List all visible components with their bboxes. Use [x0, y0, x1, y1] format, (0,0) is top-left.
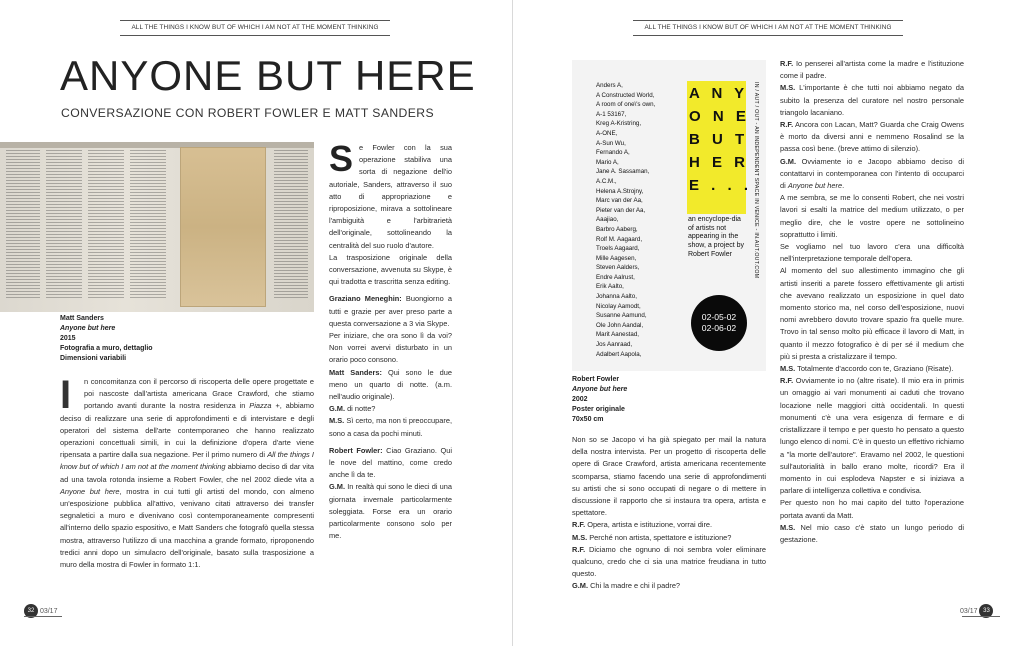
body-text: Ovviamente io no (altre risate). Il mio era in primis un omaggio ai vari monumenti ai caduti che trovano locazione nelle maggiori città occidentali. In questi monumenti c'è una vera esigenza di fermare e di cristallizzare il tempo e per questo ho pensato a questo lungo elenco di nomi. C'è in questo un effettivo richiamo a "la morte dell'autore". Eravamo nel 2002, le questioni sull'autorialità in ballo erano molte, ricordi? Era il momento in cui esplodeva Napster e si iniziava a parlare di intelligenza collettiva e condivisa. [780, 376, 964, 496]
artwork-photo [0, 142, 314, 312]
poster-image [572, 60, 766, 371]
body-italic: Anyone but here [60, 486, 120, 496]
wall-text-column [130, 150, 166, 300]
poster-artist-list [596, 81, 682, 359]
poster-artist-name: Adalbert Aapola, [596, 350, 642, 358]
body-column-right-b [780, 58, 964, 546]
poster-vertical-text: IN / AUT / OUT - AN INDEPENDENT SPACE IN VENICE - IN.AUT.OUT.COM [753, 82, 759, 279]
body-text: n concomitanza con il percorso di riscoperta delle opere progettate e poi nascoste dall'artista americana Grace Crawford, che stiamo portando avanti durante la nostra residenza in [84, 377, 314, 411]
speaker-label: Robert Fowler: [329, 445, 383, 455]
poster-artist-name: Aaajiao, [596, 216, 619, 224]
caption-artist: Robert Fowler [572, 376, 620, 383]
speaker-label: M.S. [780, 522, 796, 532]
body-text: e Fowler con la sua operazione stabiliva una sorta di negazione dell'io autoriale, Sanders, attraverso il suo atto di appropriazione e riproposizione, mirava a sottolineare l'ambiguità e l'arbitrarietà dell'originale, sottolineando la centralità del suo ruolo d'autore. [329, 143, 452, 250]
caption-work: Anyone but here [572, 386, 628, 393]
poster-title: A N Y O N E B U T H E R E . . . [689, 85, 753, 194]
poster-artist-name: Pieter van der Aa, [596, 206, 646, 214]
article-subtitle: CONVERSAZIONE CON ROBERT FOWLER E MATT SANDERS [61, 106, 435, 120]
speaker-label: G.M. [780, 156, 797, 166]
speaker-label: R.F. [780, 376, 794, 386]
body-text: Al momento del suo allestimento immagino che gli artisti inseriti a parete fossero effettivamente gli artisti che avevano realizzato un esposizione in quel dato momento storico ma, nel corso dell'esposizione, nuovi nomi avrebbero dovuto trovare spazio fra quelle mure. Trovo in tal senso molto più efficace il lavoro di Matt, in quanto il mezzo fotografico è di per sé il medium che più si presta a cristalizzare il tempo. [780, 266, 964, 361]
body-text: Diciamo che ognuno di noi sembra voler eliminare qualcuno, credo che ci sia una matrice freudiana in tutto questo. [572, 544, 766, 579]
photo-canvas-panel [180, 147, 266, 307]
body-text: Non so se Jacopo vi ha già spiegato per mail la natura della nostra intervista. Per un progetto di riscoperta delle opere di Grace Crawford, artista americana recentemente scomparsa, stiamo facendo una serie di approfondimenti su artisti che si sono occupati di negare o di mettere in discussione il rapporto che si instaura tra opera, artista e spettatore. [572, 435, 766, 518]
poster-vertical-strip [751, 84, 761, 334]
poster-artist-name: Jane A. Sassaman, [596, 168, 650, 176]
body-text: Ciao Graziano. Qui le nove del mattino, come credo anche lì da te. [329, 445, 452, 480]
poster-artist-name: Ole John Aandal, [596, 321, 644, 329]
speaker-label: M.S. [572, 532, 588, 542]
running-header-left: ALL THE THINGS I KNOW BUT OF WHICH I AM NOT AT THE MOMENT THINKING [120, 20, 390, 36]
body-text: abbiamo deciso di dar vita ad una tavola rotonda insieme a Robert Fowler, che nel 2002 diede vita a [60, 462, 314, 484]
poster-description: an encyclope-dia of artists not appearing in the show, a project by Robert Fowler [688, 216, 745, 258]
poster-artist-name: Kreg A-Kristring, [596, 120, 642, 128]
poster-artist-name: Rolf M. Aagaard, [596, 235, 643, 243]
folio-rule [24, 616, 62, 617]
body-text: Io penserei all'artista come la madre e l'istituzione come il padre. [780, 59, 964, 81]
poster-artist-name: Helena A.Strojny, [596, 187, 644, 195]
body-italic: Anyone but here [787, 181, 843, 191]
poster-artist-name: A-1 53167, [596, 110, 627, 118]
body-text: Perché non artista, spettatore e istituzione? [587, 532, 732, 542]
poster-artist-name: A-ONE, [596, 129, 618, 137]
speaker-label: M.S. [780, 364, 796, 374]
issue-number: 03/17 [960, 607, 978, 615]
body-italic: Piazza + [249, 401, 280, 411]
body-text: L'importante è che tutti noi abbiamo negato da subito la presenza del curatore nel nostro personale triangolo lacaniano. [780, 83, 964, 117]
body-text: , abbiamo deciso di realizzare una serie di approfondimenti e di intervistare e degli operatori del sistema dell'arte contemporaneo che hanno realizzato operazioni concettuali simili, in cui la definizione d'opera d'arte viene ripensata a partire dalla sua negazione. Per il primo numero di [60, 401, 314, 460]
body-text: Chi la madre e chi il padre? [588, 581, 681, 591]
caption-left [60, 314, 260, 364]
poster-date-start: 02-05-02 [701, 312, 737, 322]
body-text: A me sembra, se me lo consenti Robert, che nei vostri lavori si esalti la matrice del medium utilizzato, o per meglio dire, che le vostre opere ne sottolineino soprattutto i limiti. [780, 193, 964, 239]
body-text: Se vogliamo nel tuo lavoro c'era una difficoltà nell'interpretazione temporale dell'opera. [780, 242, 964, 264]
caption-medium: Fotografia a muro, dettaglio [60, 345, 153, 352]
poster-artist-name: Anders A, [596, 82, 623, 89]
poster-artist-name: Mille Aagesen, [596, 254, 637, 262]
body-text: Sì certo, ma non ti preoccupare, sono a casa da pochi minuti. [329, 416, 452, 438]
article-title: ANYONE BUT HERE [60, 52, 476, 99]
body-text: , mostra in cui tutti gli artisti del mondo, con almeno un'esposizione pubblica all'attivo, venivano citati attraverso dei transfer segnaletici a muro e divenivano così contemporaneamente compresenti all'interno dello spazio espositivo, e Matt Sanders che fotografò quella stessa mostra, attraverso l'utilizzo di una macchina a grande formato, riproponendo tredici anni dopo un simulacro dell'originale, basato sulla trasposizione a muro della mostra di Fowler in formato 1:1. [60, 486, 314, 570]
poster-artist-name: Nicolay Aamodt, [596, 302, 641, 310]
poster-artist-name: Troels Aagaard, [596, 245, 640, 253]
body-text: Ovviamente io e Jacopo abbiamo deciso di contattarvi in contemporanea con l'intento di occuparci di [780, 156, 964, 191]
body-text: Per iniziare, che ora sono lì da voi? Non vorrei avervi disturbato in un orario poco consono. [329, 331, 452, 365]
speaker-label: G.M. [329, 404, 346, 414]
body-text: Ancora con Lacan, Matt? Guarda che Craig Owens è morto da diversi anni e nemmeno Rosalind se la passa così bene. (breve attimo di silenzio). [780, 120, 964, 154]
body-text: In realtà qui sono le dieci di una giornata invernale particolarmente soleggiata. Forse era un orario particolarmente consono solo per me. [329, 482, 452, 541]
body-text: Nel mio caso c'è stato un lungo periodo di gestazione. [780, 522, 964, 544]
speaker-label: R.F. [572, 520, 586, 530]
body-text: Per questo non ho mai capito del tutto l'operazione portata avanti da Matt. [780, 498, 964, 520]
speaker-label: R.F. [780, 120, 794, 130]
speaker-label: R.F. [780, 59, 794, 68]
body-text: La trasposizione originale della conversazione, avvenuta su Skype, è qui tradotta e trascritta senza editing. [329, 252, 452, 287]
poster-artist-name: Marit Aanestad, [596, 331, 639, 339]
body-text: . [842, 181, 845, 191]
poster-artist-name: A-Sun Wu, [596, 139, 626, 147]
wall-text-column [6, 150, 40, 300]
poster-artist-name: Endre Aalrust, [596, 273, 635, 281]
poster-artist-name: A room of one\'s own, [596, 101, 656, 109]
body-column-left-b [329, 138, 452, 543]
poster-date-end: 02-06-02 [701, 323, 737, 333]
body-text: Qui sono le due meno un quarto di notte. (a.m. nell'audio originale). [329, 367, 452, 402]
poster-artist-name: Barbro Aaberg, [596, 225, 638, 233]
poster-artist-name: Erik Aalto, [596, 283, 624, 291]
dropcap: S [329, 138, 354, 179]
speaker-label: Matt Sanders: [329, 367, 382, 377]
poster-artist-name: Johanna Aalto, [596, 293, 637, 301]
speaker-label: Graziano Meneghin: [329, 294, 402, 304]
page-number: 32 [24, 604, 38, 618]
caption-right [572, 375, 752, 425]
caption-medium: Poster originale [572, 406, 625, 413]
caption-dimensions: Dimensioni variabili [60, 355, 127, 362]
caption-year: 2002 [572, 396, 588, 403]
body-text: Buongiorno a tutti e grazie per aver preso parte a questa conversazione a 3 via Skype. [329, 294, 452, 328]
poster-artist-name: Mario A, [596, 158, 619, 166]
poster-artist-name: Steven Aalders, [596, 264, 640, 272]
poster-artist-name: A Constructed World, [596, 91, 655, 99]
page-number: 33 [979, 604, 993, 618]
caption-year: 2015 [60, 335, 76, 342]
speaker-label: M.S. [329, 416, 345, 426]
wall-text-column [46, 150, 82, 300]
body-text: di notte? [345, 404, 376, 414]
issue-number: 03/17 [39, 607, 58, 615]
speaker-label: G.M. [329, 482, 346, 492]
caption-work: Anyone but here [60, 325, 116, 332]
photo-ledge [0, 142, 314, 148]
speaker-label: M.S. [780, 83, 796, 93]
caption-artist: Matt Sanders [60, 315, 104, 322]
body-italic: All the things I know but of which I am not at the moment thinking [60, 450, 314, 472]
dropcap: I [60, 373, 72, 417]
poster-artist-name: A.C.M., [596, 177, 617, 185]
body-column-left-a [60, 373, 314, 571]
poster-artist-name: Jos Aanraad, [596, 341, 633, 349]
poster-artist-name: Marc van der Aa, [596, 197, 643, 205]
wall-text-column [88, 150, 124, 300]
speaker-label: G.M. [572, 581, 589, 591]
body-column-right-a [572, 434, 766, 593]
poster-artist-name: Susanne Aamund, [596, 312, 647, 320]
speaker-label: R.F. [572, 544, 586, 554]
poster-artist-name: Fernando A, [596, 149, 630, 157]
body-text: Totalmente d'accordo con te, Graziano (Risate). [795, 364, 954, 374]
caption-dimensions: 70x50 cm [572, 416, 604, 423]
folio-rule [962, 616, 1000, 617]
wall-text-column [274, 150, 308, 300]
body-text: Opera, artista e istituzione, vorrai dire. [585, 520, 713, 530]
running-header-right: ALL THE THINGS I KNOW BUT OF WHICH I AM NOT AT THE MOMENT THINKING [633, 20, 903, 36]
poster-date-circle [691, 295, 747, 351]
